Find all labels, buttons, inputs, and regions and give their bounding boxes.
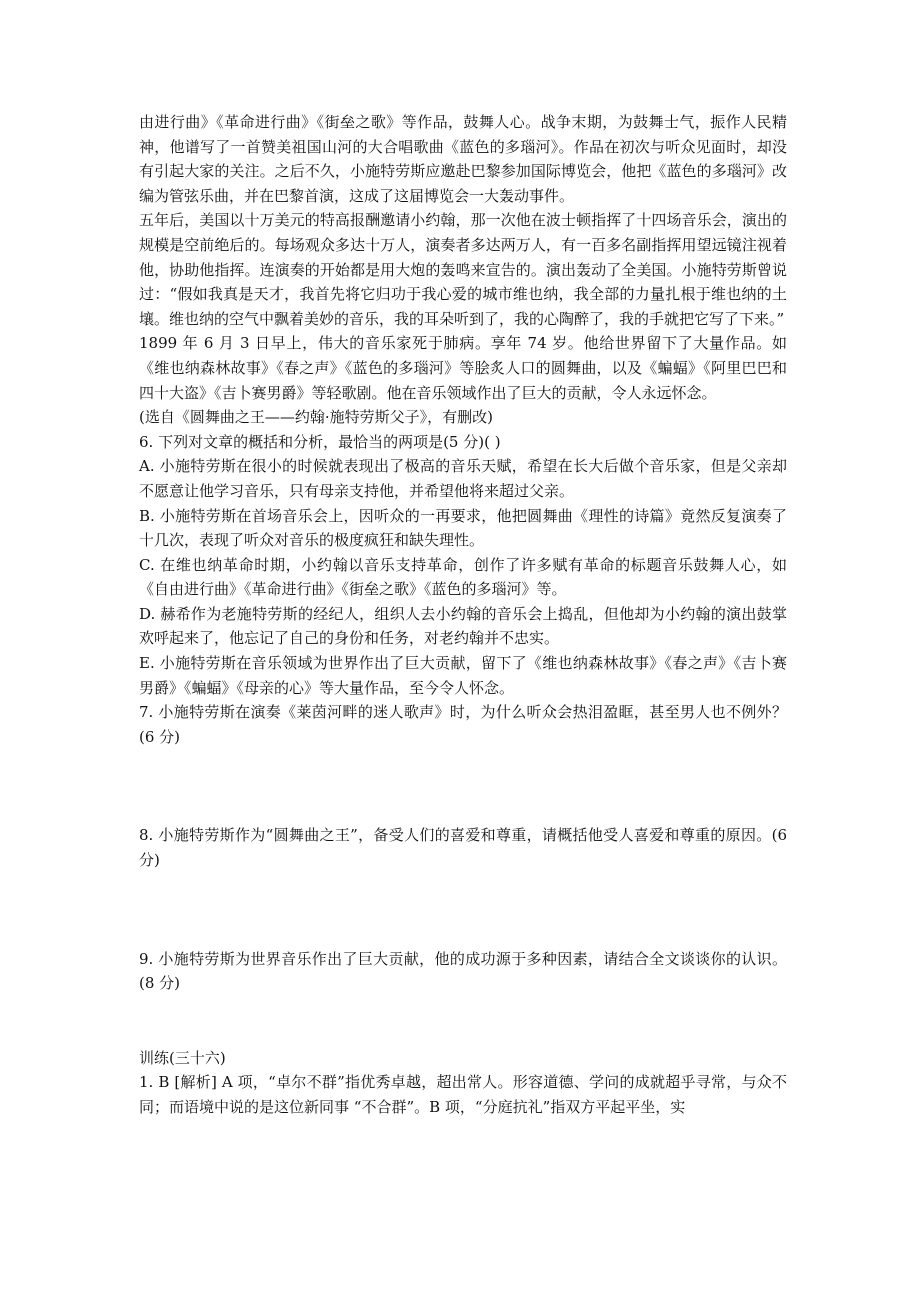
question-6-option-e: E. 小施特劳斯在音乐领域为世界作出了巨大贡献，留下了《维也纳森林故事》《春之声》《吉卜赛男爵》《蝙蝠》《母亲的心》等大量作品，至今令人怀念。 — [139, 654, 787, 697]
answer-space-9 — [139, 996, 787, 1046]
question-7: 7. 小施特劳斯在演奏《莱茵河畔的迷人歌声》时，为什么听众会热泪盈眶，甚至男人也不例外？(6 分) — [139, 703, 787, 746]
article-source: (选自《圆舞曲之王——约翰·施特劳斯父子》，有删改) — [139, 408, 493, 427]
document-page — [139, 110, 787, 1120]
question-6-option-d: D. 赫希作为老施特劳斯的经纪人，组织人去小约翰的音乐会上捣乱，但他却为小约翰的演出鼓掌欢呼起来了，他忘记了自己的身份和任务，对老约翰并不忠实。 — [139, 604, 787, 648]
article-paragraph-1: 由进行曲》《革命进行曲》《街垒之歌》等作品，鼓舞人心。战争末期，为鼓舞士气，振作人民精神，他谱写了一首赞美祖国山河的大合唱歌曲《蓝色的多瑙河》。作品在初次与听众见面时，却没有引起大家的关注。之后不久，小施特劳斯应邀赴巴黎参加国际博览会，他把《蓝色的多瑙河》改编为管弦乐曲，并在巴黎首演，这成了这届博览会一大轰动事件。 — [139, 113, 787, 205]
article-paragraph-2: 五年后，美国以十万美元的特高报酬邀请小约翰，那一次他在波士顿指挥了十四场音乐会，演出的规模是空前绝后的。每场观众多达十万人，演奏者多达两万人，有一百多名副指挥用望远镜注视着他，协助他指挥。连演奏的开始都是用大炮的轰鸣来宣告的。演出轰动了全美国。小施特劳斯曾说过：“假如我真是天才，我首先将它归功于我心爱的城市维也纳，我全部的力量扎根于维也纳的土壤。维也纳的空气中飘着美妙的音乐，我的耳朵听到了，我的心陶醉了，我的手就把它写了下来。” — [139, 211, 787, 328]
question-6-option-b: B. 小施特劳斯在首场音乐会上，因听众的一再要求，他把圆舞曲《理性的诗篇》竟然反复演奏了十几次，表现了听众对音乐的极度疯狂和缺失理性。 — [139, 506, 787, 550]
answer-space-7 — [139, 749, 787, 823]
question-6-option-a: A. 小施特劳斯在很小的时候就表现出了极高的音乐天赋，希望在长大后做个音乐家，但是父亲却不愿意让他学习音乐，只有母亲支持他，并希望他将来超过父亲。 — [139, 457, 787, 500]
question-8: 8. 小施特劳斯作为“圆舞曲之王”，备受人们的喜爱和尊重，请概括他受人喜爱和尊重的原因。(6 分) — [139, 826, 787, 870]
question-6-option-c: C. 在维也纳革命时期，小约翰以音乐支持革命，创作了许多赋有革命的标题音乐鼓舞人心，如《自由进行曲》《革命进行曲》《街垒之歌》《蓝色的多瑙河》等。 — [139, 555, 787, 599]
answers-heading: 训练(三十六) — [139, 1048, 226, 1067]
question-6: 6. 下列对文章的概括和分析，最恰当的两项是(5 分)( ) — [139, 432, 501, 451]
article-paragraph-3: 1899 年 6 月 3 日早上，伟大的音乐家死于肺病。享年 74 岁。他给世界留下了大量作品。如《维也纳森林故事》《春之声》《蓝色的多瑙河》等脍炙人口的圆舞曲，以及《蝙蝠》《阿里巴巴和四十大盗》《吉卜赛男爵》等轻歌剧。他在音乐领域作出了巨大的贡献，令人永远怀念。 — [139, 334, 787, 402]
question-9: 9. 小施特劳斯为世界音乐作出了巨大贡献，他的成功源于多种因素，请结合全文谈谈你的认识。(8 分) — [139, 949, 787, 993]
answer-space-8 — [139, 873, 787, 947]
answer-1: 1. B [解析] A 项，“卓尔不群”指优秀卓越，超出常人。形容道德、学问的成就超乎寻常，与众不同；而语境中说的是这位新同事 “不合群”。B 项，“分庭抗礼”指双方平起平坐，实 — [139, 1073, 787, 1116]
